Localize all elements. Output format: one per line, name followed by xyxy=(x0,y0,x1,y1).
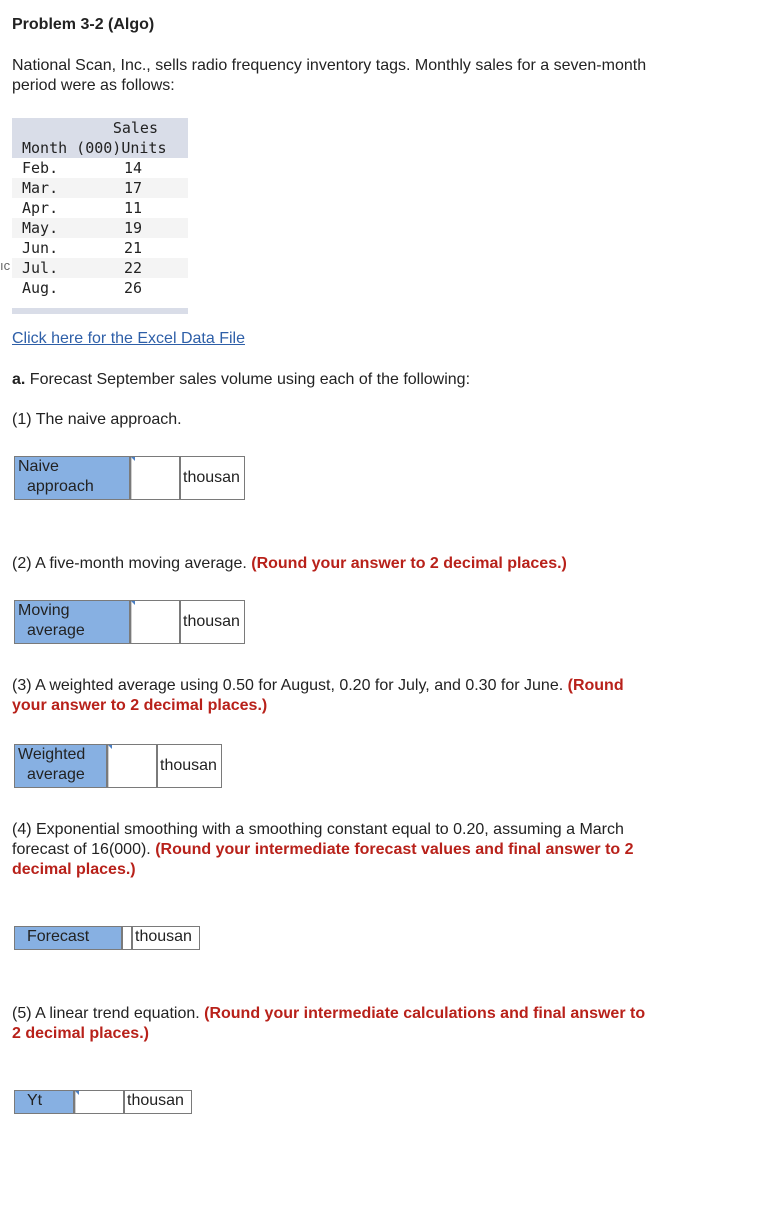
moving-average-input-wrap xyxy=(131,601,181,643)
table-row xyxy=(12,178,188,198)
month-cell: Apr. xyxy=(22,199,59,217)
moving-average-input[interactable] xyxy=(131,601,181,643)
table-row xyxy=(12,198,188,218)
table-row xyxy=(12,258,188,278)
input-marker-icon xyxy=(75,1091,79,1095)
q5-prompt xyxy=(12,1004,652,1044)
yt-input-wrap xyxy=(75,1091,125,1113)
weighted-average-input-wrap xyxy=(108,745,158,787)
units-cell: 21 xyxy=(124,239,143,257)
table-row xyxy=(12,218,188,238)
month-cell: May. xyxy=(22,219,59,237)
forecast-input[interactable] xyxy=(123,927,133,949)
part-a-label: a. xyxy=(12,371,26,388)
forecast-label: Forecast xyxy=(15,927,123,949)
month-cell: Aug. xyxy=(22,279,59,297)
table-header-sales: Sales xyxy=(12,118,188,138)
unit-label: thousan xyxy=(181,601,244,643)
q2-prompt xyxy=(12,554,652,574)
units-cell: 26 xyxy=(124,279,143,297)
exponential-forecast-answer-row xyxy=(14,926,200,950)
q3-prompt xyxy=(12,676,652,716)
naive-input-wrap xyxy=(131,457,181,499)
input-marker-icon xyxy=(131,457,135,461)
excel-data-link[interactable]: Click here for the Excel Data File xyxy=(12,330,245,347)
table-footer-bar xyxy=(12,308,188,314)
unit-label: thousan xyxy=(125,1091,191,1113)
table-row xyxy=(12,158,188,178)
month-cell: Mar. xyxy=(22,179,59,197)
units-cell: 22 xyxy=(124,259,143,277)
q4-text: (4) Exponential smoothing with a smoothing constant equal to 0.20, assuming a March forecast of 16(000). xyxy=(12,821,624,858)
part-a-text: Forecast September sales volume using each of the following: xyxy=(25,371,471,388)
naive-answer-row xyxy=(14,456,245,500)
yt-input[interactable] xyxy=(75,1091,125,1113)
q3-text: (3) A weighted average using 0.50 for August, 0.20 for July, and 0.30 for June. xyxy=(12,677,568,694)
sales-data-table xyxy=(12,118,188,314)
units-cell: 19 xyxy=(124,219,143,237)
linear-trend-answer-row xyxy=(14,1090,192,1114)
unit-label: thousan xyxy=(133,927,199,949)
moving-average-label: Moving average xyxy=(15,601,131,643)
weighted-average-answer-row xyxy=(14,744,222,788)
weighted-average-input[interactable] xyxy=(108,745,158,787)
month-cell: Jun. xyxy=(22,239,59,257)
units-cell: 17 xyxy=(124,179,143,197)
unit-label: thousan xyxy=(181,457,244,499)
q5-rounding-note: (Round your intermediate calculations and final answer to 2 decimal places.) xyxy=(12,1005,646,1042)
intro-text: National Scan, Inc., sells radio frequency inventory tags. Monthly sales for a seven-month period were as follows: xyxy=(12,57,647,94)
moving-average-answer-row xyxy=(14,600,245,644)
part-a-prompt xyxy=(12,370,652,390)
month-cell: Feb. xyxy=(22,159,59,177)
q4-rounding-note: (Round your intermediate forecast values and final answer to 2 decimal places.) xyxy=(12,841,634,878)
yt-label: Yt xyxy=(15,1091,75,1113)
q2-rounding-note: (Round your answer to 2 decimal places.) xyxy=(251,555,567,572)
weighted-average-label: Weighted average xyxy=(15,745,108,787)
q5-text: (5) A linear trend equation. xyxy=(12,1005,205,1022)
clipped-text-stub: ıc xyxy=(0,258,11,273)
problem-title: Problem 3-2 (Algo) xyxy=(12,16,155,33)
q1-prompt: (1) The naive approach. xyxy=(12,411,182,428)
q2-text: (2) A five-month moving average. xyxy=(12,555,252,572)
input-marker-icon xyxy=(131,601,135,605)
naive-approach-input[interactable] xyxy=(131,457,181,499)
input-marker-icon xyxy=(108,745,112,749)
forecast-input-wrap xyxy=(123,927,133,949)
units-cell: 11 xyxy=(124,199,143,217)
month-cell: Jul. xyxy=(22,259,59,277)
table-header-month-units: Month (000)Units xyxy=(12,138,188,158)
unit-label: thousan xyxy=(158,745,221,787)
naive-approach-label: Naive approach xyxy=(15,457,131,499)
table-row xyxy=(12,278,188,298)
q3-rounding-note: (Round your answer to 2 decimal places.) xyxy=(12,677,624,714)
table-row xyxy=(12,238,188,258)
q4-prompt xyxy=(12,820,652,880)
units-cell: 14 xyxy=(124,159,143,177)
